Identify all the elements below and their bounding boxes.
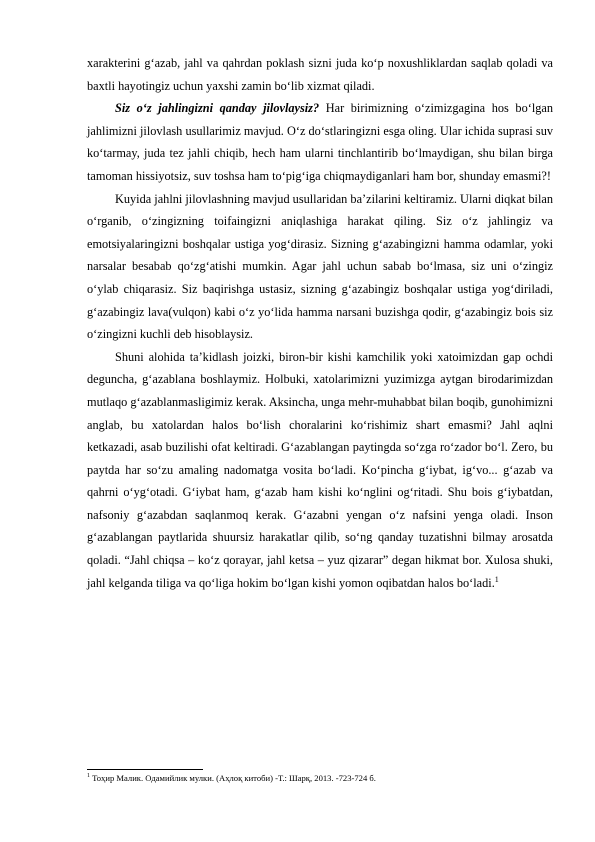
paragraph-conclusion-text: Shuni alohida ta’kidlash joizki, biron-bir kishi kamchilik yoki xatoimizdan gap ochdi deguncha, g‘azablana boshlaymiz. Holbuki, xatolarimizni yuzimizga aytgan birodarimizdan mutlaqo g‘azablanmasligimiz kerak. Aksincha, unga mehr-muhabbat bilan boqib, gunohimizni anglab, bu xatolardan halos bo‘lish choralarini ko‘rishimiz shart emasmi? Jahl aqlni ketkazadi, asab buzilishi ofat keltiradi. G‘azablangan paytingda so‘zga ro‘zador bo‘l. Zero, bu paytda har so‘zu amaling nadomatga vosita bo‘ladi. Ko‘pincha g‘iybat, ig‘vo... g‘azab va qahrni o‘yg‘otadi. G‘iybat ham, g‘azab ham kishi ko‘nglini og‘ritadi. Shu bois g‘iybatdan, nafsoniy g‘azabdan saqlanmoq kerak. G‘azabni yengan o‘z nafsini yenga oladi. Inson g‘azablangan paytlarida shuursiz harakatlar qilib, so‘ng qanday tuzatishni bilmay arosatda qoladi. “Jahl chiqsa – ko‘z qorayar, jahl ketsa – yuz qizarar” degan hikmat bor. Xulosa shuki, jahl kelganda tiliga va qo‘liga hokim bo‘lgan kishi yomon oqibatdan halos bo‘ladi.: [87, 349, 553, 590]
paragraph-conclusion: [87, 346, 553, 595]
paragraph-continuation: xarakterini g‘azab, jahl va qahrdan poklash sizni juda ko‘p noxushliklardan saqlab qoladi va baxtli hayotingiz uchun yaxshi zamin bo‘lib xizmat qiladi.: [87, 56, 553, 93]
footnote-reference[interactable]: 1: [494, 574, 499, 584]
body-text: [87, 52, 553, 594]
footnote-marker: 1: [87, 773, 90, 780]
paragraph-lead-question: Siz o‘z jahlingizni qanday jilovlaysiz?: [115, 101, 320, 116]
footnote-citation: Тоҳир Малик. Одамийлик мулки. (Аҳлоқ китоби) -Т.: Шарқ, 2013. -723-724 б.: [90, 773, 376, 783]
paragraph-methods: Kuyida jahlni jilovlashning mavjud usullaridan ba’zilarini keltiramiz. Ularni diqkat bilan o‘rganib, o‘zingizning toifaingizni aniqlashiga harakat qiling. Siz o‘z jahlingiz va emotsiyalaringizni boshqalar ustiga yog‘dirasiz. Sizning g‘azabingizni hamma odamlar, yoki narsalar besabab qo‘zg‘atishi mumkin. Agar jahl uchun sabab bo‘lmasa, siz uni o‘zingiz o‘ylab chiqarasiz. Siz baqirishga ustasiz, sizning g‘azabingiz boshqalar ustiga yog‘diriladi, g‘azabingiz lava(vulqon) kabi o‘z yo‘lida hamma narsani buzishga qodir, g‘azabingiz bois siz o‘zingizni kuchli deb hisoblaysiz.: [87, 191, 553, 342]
paragraph-question: [87, 97, 553, 187]
paragraph-question-text: Har birimizning o‘zimizgagina hos bo‘lgan jahlimizni jilovlash usullarimiz mavjud. O‘z do‘stlaringizni esga oling. Ular ichida suprasi suv ko‘tarmay, juda tez jahli chiqib, hech ham ularni tinchlantirib bo‘lmaydigan, shu bilan birga tamoman hissiyotsiz, suv toshsa ham to‘pig‘iga chiqmaydiganlari ham bor, shunday emasmi?!: [87, 101, 553, 183]
footnote: [87, 772, 553, 784]
footnote-divider: [87, 769, 203, 770]
